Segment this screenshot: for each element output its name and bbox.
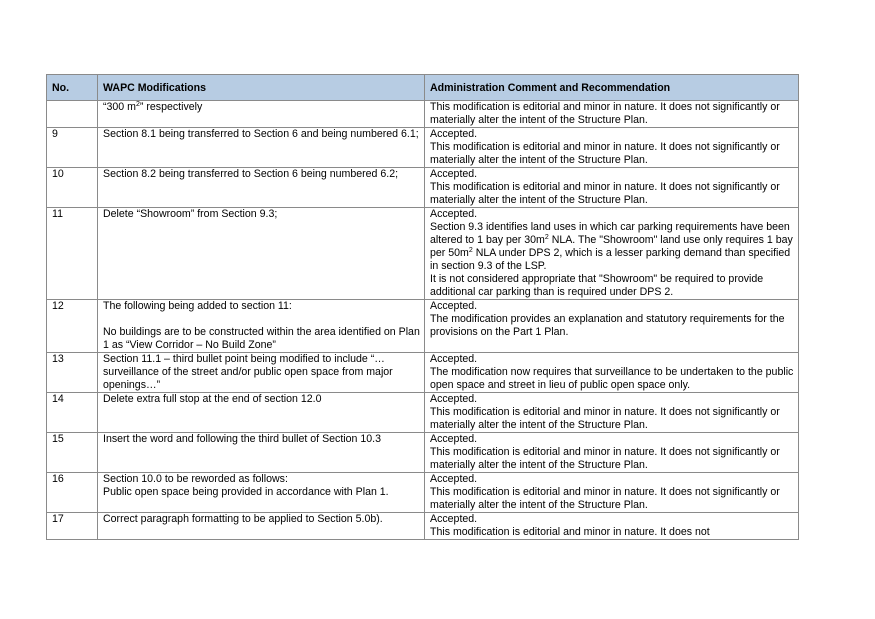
row-number: 10 [47,168,98,208]
modification-line: Correct paragraph formatting to be applied to Section 5.0b). [103,513,383,525]
row-number: 14 [47,393,98,433]
table-row [47,101,799,128]
modification-line: Delete extra full stop at the end of section 12.0 [103,393,322,405]
comment-line: The modification provides an explanation and statutory requirements for the provisions on the Part 1 Plan. [430,313,785,338]
row-number: 13 [47,353,98,393]
table-row [47,393,799,433]
comment-line: This modification is editorial and minor in nature. It does not significantly or materially alter the intent of the Structure Plan. [430,406,780,431]
modification-cell [98,473,425,513]
row-number: 15 [47,433,98,473]
modification-line: No buildings are to be constructed within the area identified on Plan 1 as “View Corridor – No Build Zone” [103,326,420,351]
table-row [47,473,799,513]
modification-cell [98,513,425,540]
comment-line: This modification is editorial and minor in nature. It does not significantly or materially alter the intent of the Structure Plan. [430,141,780,166]
comment-line: This modification is editorial and minor in nature. It does not significantly or materially alter the intent of the Structure Plan. [430,101,780,126]
modification-line: Public open space being provided in accordance with Plan 1. [103,486,389,498]
table-row [47,513,799,540]
header-wapc-modifications: WAPC Modifications [98,75,425,101]
paragraph-gap [103,313,420,326]
comment-line: Accepted. [430,473,478,485]
table-header-row [47,75,799,101]
comment-line: Accepted. [430,513,478,525]
table-row [47,128,799,168]
row-number: 16 [47,473,98,513]
comment-cell [425,208,799,300]
comment-cell [425,300,799,353]
comment-cell [425,473,799,513]
table-row [47,168,799,208]
comment-line: It is not considered appropriate that "Showroom" be required to provide additional car parking than is required under DPS 2. [430,273,764,298]
comment-cell [425,433,799,473]
comment-line: Accepted. [430,168,478,180]
row-number [47,101,98,128]
modification-cell [98,208,425,300]
modifications-table [46,74,799,540]
comment-line: Accepted. [430,128,478,140]
header-administration-comment: Administration Comment and Recommendation [425,75,799,101]
comment-cell [425,393,799,433]
comment-line: Accepted. [430,300,478,312]
comment-cell [425,353,799,393]
modification-cell [98,353,425,393]
row-number: 12 [47,300,98,353]
comment-line: Accepted. [430,353,478,365]
comment-line: This modification is editorial and minor in nature. It does not significantly or materially alter the intent of the Structure Plan. [430,181,780,206]
comment-line: Accepted. [430,393,478,405]
header-no: No. [47,75,98,101]
comment-line: This modification is editorial and minor in nature. It does not significantly or materially alter the intent of the Structure Plan. [430,486,780,511]
modification-line: Section 11.1 – third bullet point being modified to include “…surveillance of the street and/or public open space from major openings…” [103,353,393,391]
table-row [47,208,799,300]
comment-line: This modification is editorial and minor in nature. It does not [430,526,710,538]
modification-line: Delete “Showroom” from Section 9.3; [103,208,278,220]
modification-line: Section 10.0 to be reworded as follows: [103,473,288,485]
modification-line: The following being added to section 11: [103,300,292,312]
row-number: 11 [47,208,98,300]
comment-cell [425,128,799,168]
modification-line: Section 8.1 being transferred to Section 6 and being numbered 6.1; [103,128,419,140]
modification-cell [98,300,425,353]
comment-line: Section 9.3 identifies land uses in which car parking requirements have been altered to 1 bay per $30m^2$ NLA. The "Showroom" land use only requires 1 bay per $50m^2$ NLA under DPS 2, which is a lesser parking demand than specified in section 9.3 of the LSP. [430,221,793,272]
comment-line: Accepted. [430,208,478,220]
comment-cell [425,168,799,208]
row-number: 17 [47,513,98,540]
modification-line: Insert the word and following the third bullet of Section 10.3 [103,433,381,445]
modification-line: Section 8.2 being transferred to Section 6 being numbered 6.2; [103,168,399,180]
table-row [47,353,799,393]
row-number: 9 [47,128,98,168]
modification-line: “300 $m^2$” respectively [103,101,203,113]
table-row [47,433,799,473]
comment-cell [425,101,799,128]
comment-line: This modification is editorial and minor in nature. It does not significantly or materially alter the intent of the Structure Plan. [430,446,780,471]
modification-cell [98,393,425,433]
modification-cell [98,433,425,473]
comment-cell [425,513,799,540]
modification-cell [98,101,425,128]
modification-cell [98,128,425,168]
modification-cell [98,168,425,208]
table-row [47,300,799,353]
comment-line: Accepted. [430,433,478,445]
comment-line: The modification now requires that surveillance to be undertaken to the public open space and street in lieu of public open space only. [430,366,794,391]
